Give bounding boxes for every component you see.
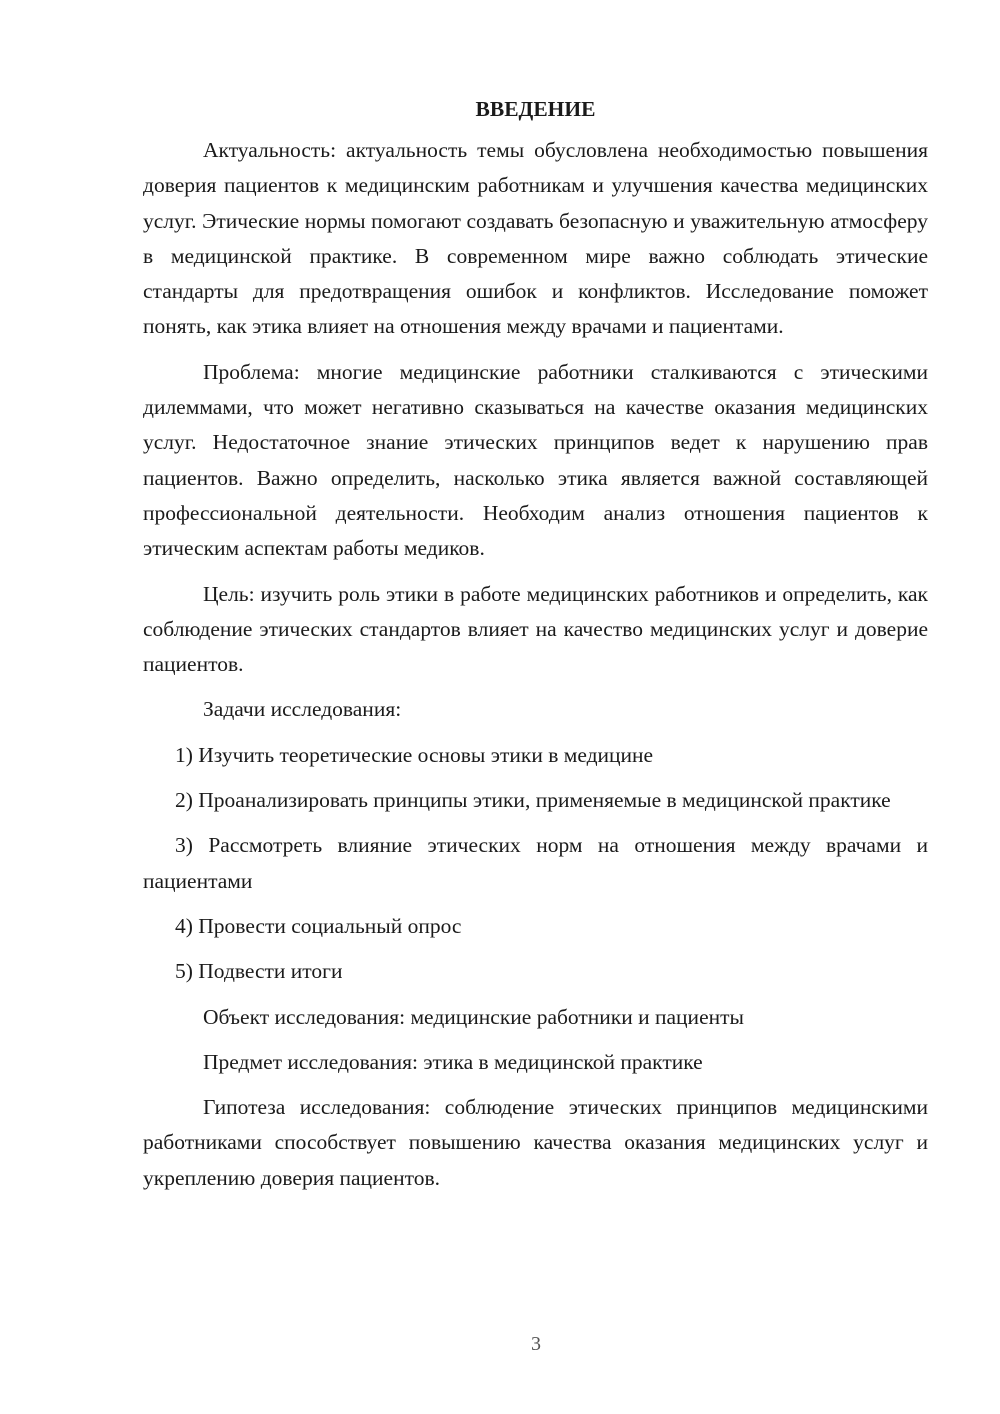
page-content — [143, 92, 928, 1206]
hypothesis-paragraph: Гипотеза исследования: соблюдение этических принципов медицинскими работниками способствует повышению качества оказания медицинских услуг и укреплению доверия пациентов. — [143, 1095, 928, 1190]
subject-paragraph: Предмет исследования: этика в медицинской практике — [203, 1049, 703, 1074]
task-item-1: 1) Изучить теоретические основы этики в медицине — [175, 742, 654, 767]
page-number: 3 — [531, 1333, 541, 1355]
task-item-3: 3) Рассмотреть влияние этических норм на отношения между врачами и пациентами — [143, 833, 928, 893]
problem-paragraph: Проблема: многие медицинские работники сталкиваются с этическими дилеммами, что может негативно сказываться на качестве оказания медицинских услуг. Недостаточное знание этических принципов ведет к нарушению прав пациентов. Важно определить, насколько этика является важной составляющей профессиональной деятельности. Необходим анализ отношения пациентов к этическим аспектам работы медиков. — [143, 359, 928, 561]
task-item-4: 4) Провести социальный опрос — [175, 913, 462, 938]
relevance-paragraph: Актуальность: актуальность темы обусловлена необходимостью повышения доверия пациентов к медицинским работникам и улучшения качества медицинских услуг. Этические нормы помогают создавать безопасную и уважительную атмосферу в медицинской практике. В современном мире важно соблюдать этические стандарты для предотвращения ошибок и конфликтов. Исследование поможет понять, как этика влияет на отношения между врачами и пациентами. — [143, 138, 928, 339]
task-item-5: 5) Подвести итоги — [175, 959, 343, 984]
task-item-2: 2) Проанализировать принципы этики, применяемые в медицинской практике — [175, 788, 891, 813]
section-title: ВВЕДЕНИЕ — [475, 97, 596, 121]
tasks-heading: Задачи исследования: — [203, 697, 402, 722]
goal-paragraph: Цель: изучить роль этики в работе медицинских работников и определить, как соблюдение этических стандартов влияет на качество медицинских услуг и доверие пациентов. — [143, 581, 928, 677]
object-paragraph: Объект исследования: медицинские работники и пациенты — [203, 1004, 744, 1029]
